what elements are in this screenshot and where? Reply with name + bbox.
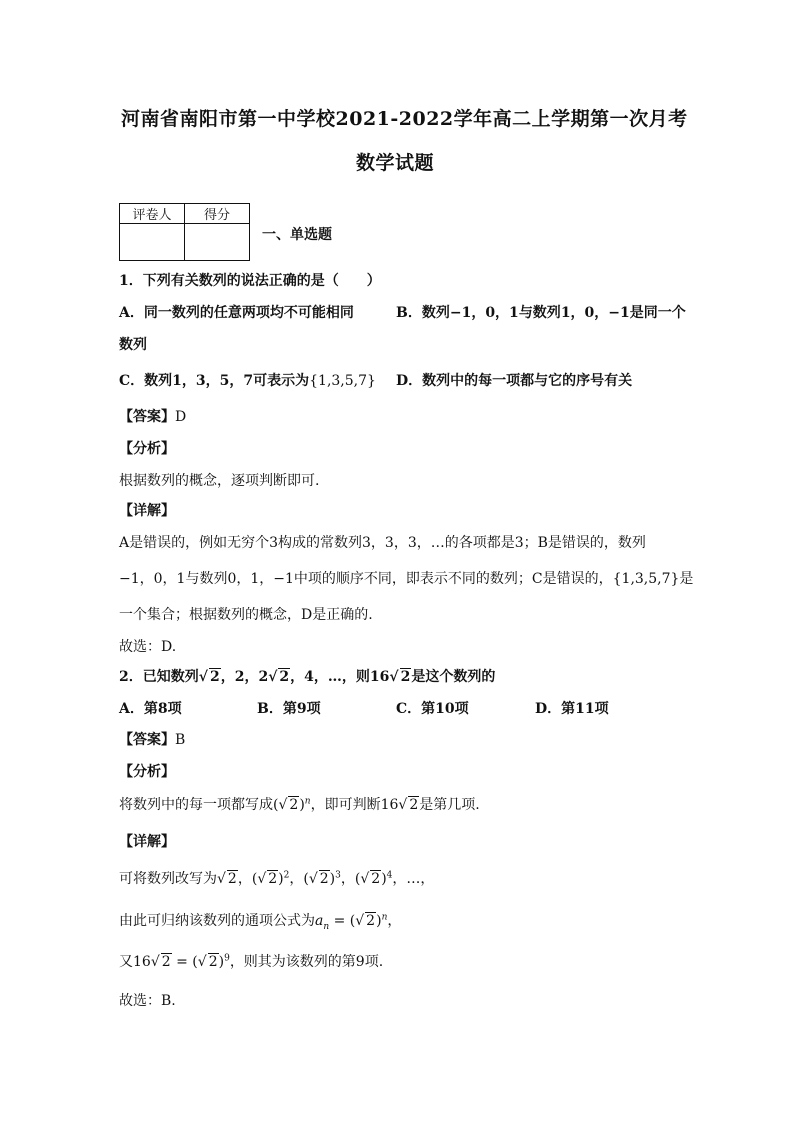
- q2-answer-label: 【答案】: [119, 732, 175, 748]
- q2-option-a: A．第8项: [119, 701, 182, 717]
- q1-answer: [119, 406, 186, 426]
- q2-general-term: $a_n$ = (√ 2)$^n$: [315, 912, 388, 932]
- q2-answer-value: B: [175, 732, 186, 748]
- grader-header: 评卷人: [120, 204, 185, 224]
- q1-option-b-seq1: −1，0，1: [449, 305, 519, 321]
- q2-stem-prefix: 2．已知数列: [119, 669, 199, 685]
- grader-cell: [120, 224, 185, 261]
- q2-detail-2: [119, 910, 401, 932]
- q2-stem-terms2: ，4，…，则16: [290, 669, 390, 685]
- q2-stem: [119, 666, 495, 686]
- q1-analysis: 根据数列的概念，逐项判断即可.: [119, 473, 320, 489]
- q1-stem: 1．下列有关数列的说法正确的是（ ）: [119, 273, 381, 289]
- q1-option-b-prefix: B．数列: [396, 305, 450, 321]
- q2-option-d: D．第11项: [535, 701, 609, 717]
- q2-detail-2-prefix: 由此可归纳该数列的通项公式为: [119, 913, 315, 929]
- q2-analysis: [119, 794, 480, 814]
- q2-analysis-label: 【分析】: [119, 764, 175, 780]
- q2-choose: 故选：B.: [119, 993, 176, 1009]
- q2-detail-3-suffix: ，则其为该数列的第9项.: [229, 954, 384, 970]
- q2-detail-1-terms: √ 2，(√ 2)$^2$，(√ 2)$^3$，(√ 2)$^4$: [217, 870, 393, 887]
- sqrt-2-symbol: √ 2: [398, 797, 419, 813]
- q1-detail-label: 【详解】: [119, 503, 175, 519]
- sqrt-2-symbol: √ 2: [198, 669, 220, 685]
- q2-detail-1-prefix: 可将数列改写为: [119, 871, 217, 887]
- q1-option-b-seq2: 1，0，−1: [560, 305, 630, 321]
- q1-detail-2-set: {1,3,5,7}: [612, 571, 680, 587]
- q1-detail-2: [119, 568, 693, 588]
- q1-option-b-mid: 与数列: [518, 305, 561, 321]
- q2-detail-1-suffix: ，…，: [392, 871, 435, 887]
- q2-option-b: B．第9项: [257, 701, 321, 717]
- q1-choose: 故选：D.: [119, 639, 177, 655]
- q2-answer: [119, 729, 185, 749]
- q2-analysis-mid: ，即可判断16: [310, 797, 399, 813]
- title-line-1: 河南省南阳市第一中学校2021-2022学年高二上学期第一次月考: [121, 108, 688, 130]
- q1-option-b-cont: 数列: [119, 337, 147, 353]
- q2-detail-2-suffix: ，: [387, 913, 402, 929]
- q1-answer-label: 【答案】: [119, 409, 175, 425]
- q2-stem-suffix: 是这个数列的: [411, 669, 496, 685]
- q2-analysis-suffix: 是第几项.: [419, 797, 480, 813]
- q2-option-c: C．第10项: [396, 701, 469, 717]
- q2-stem-terms: ，2，2: [220, 669, 269, 685]
- q1-option-b-suffix: 是同一个: [629, 305, 686, 321]
- section-heading: 一、单选题: [262, 227, 332, 243]
- q1-option-b: [396, 302, 686, 322]
- sqrt-2-symbol: √ 2: [268, 669, 290, 685]
- score-header: 得分: [185, 204, 250, 224]
- q1-option-c-seq: 1，3，5，7: [172, 373, 254, 389]
- q2-detail-3: [119, 951, 383, 971]
- q1-answer-value: D: [175, 409, 187, 425]
- q1-analysis-label: 【分析】: [119, 441, 175, 457]
- sqrt-2-symbol: √ 2: [389, 669, 411, 685]
- q1-option-c: [119, 370, 376, 390]
- q1-detail-3: 一个集合；根据数列的概念，D是正确的.: [119, 607, 373, 623]
- q1-option-c-prefix: C．数列: [119, 373, 173, 389]
- q1-detail-1: A是错误的，例如无穷个3构成的常数列3，3，3，…的各项都是3；B是错误的，数列: [119, 535, 646, 551]
- q1-option-c-mid: 可表示为: [253, 373, 310, 389]
- q2-analysis-power: (√ 2)$^n$: [273, 796, 311, 813]
- score-cell: [185, 224, 250, 261]
- q1-detail-2-text: −1，0，1与数列0，1，−1中项的顺序不同，即表示不同的数列；C是错误的，: [119, 571, 613, 587]
- q1-detail-2-suffix: 是: [679, 571, 694, 587]
- q1-option-a: A．同一数列的任意两项均不可能相同: [119, 305, 354, 321]
- q2-analysis-prefix: 将数列中的每一项都写成: [119, 797, 273, 813]
- grader-table: [119, 203, 250, 261]
- q1-option-d: D．数列中的每一项都与它的序号有关: [396, 373, 633, 389]
- title-line-2: 数学试题: [356, 152, 435, 174]
- q2-detail-label: 【详解】: [119, 834, 175, 850]
- q2-equation: √ 2 = (√ 2)$^9$: [150, 953, 230, 970]
- q2-detail-3-prefix: 又16: [119, 954, 151, 970]
- q2-detail-1: [119, 868, 434, 888]
- q1-option-c-set: {1,3,5,7}: [309, 373, 376, 389]
